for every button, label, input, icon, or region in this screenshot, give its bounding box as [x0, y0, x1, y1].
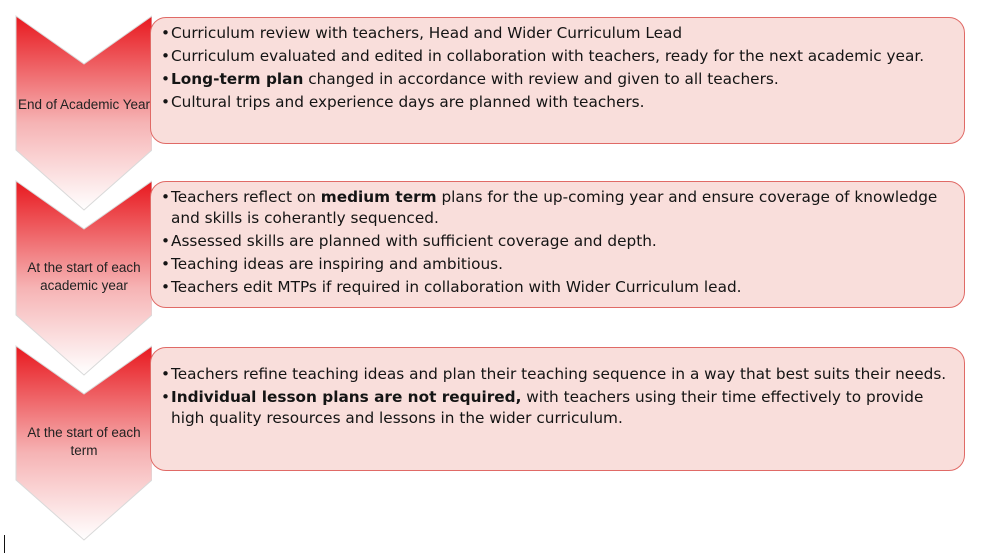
stage-3-box	[150, 347, 965, 471]
stage-3-label: At the start of each term	[27, 425, 141, 458]
list-item: • Assessed skills are planned with sufficient coverage and depth.	[161, 231, 657, 250]
list-item: • Curriculum evaluated and edited in collaboration with teachers, ready for the next academic year.	[161, 47, 925, 65]
stage-2-box	[150, 181, 965, 308]
list-item: • Teachers edit MTPs if required in collaboration with Wider Curriculum lead.	[161, 277, 742, 296]
list-item: • Cultural trips and experience days are planned with teachers.	[161, 93, 645, 111]
list-item: • Teachers refine teaching ideas and plan their teaching sequence in a way that best suits their needs.	[161, 365, 947, 383]
stage-2-label: At the start of each academic year	[27, 260, 141, 293]
stage-3-chevron	[0, 330, 152, 530]
text-cursor	[4, 535, 5, 553]
list-item: • Long-term plan changed in accordance with review and given to all teachers.	[161, 70, 779, 88]
stage-1-box	[150, 17, 965, 144]
list-item: • Individual lesson plans are not required, with teachers using their time effectively to provide high quality resources and lessons in the wider curriculum.	[161, 388, 924, 427]
list-item: • Curriculum review with teachers, Head and Wider Curriculum Lead	[161, 24, 683, 42]
stage-1-label: End of Academic Year	[17, 97, 151, 112]
list-item: • Teaching ideas are inspiring and ambitious.	[161, 254, 504, 273]
list-item: • Teachers reflect on medium term plans for the up-coming year and ensure coverage of knowledge and skills is coherantly sequenced.	[161, 188, 938, 227]
